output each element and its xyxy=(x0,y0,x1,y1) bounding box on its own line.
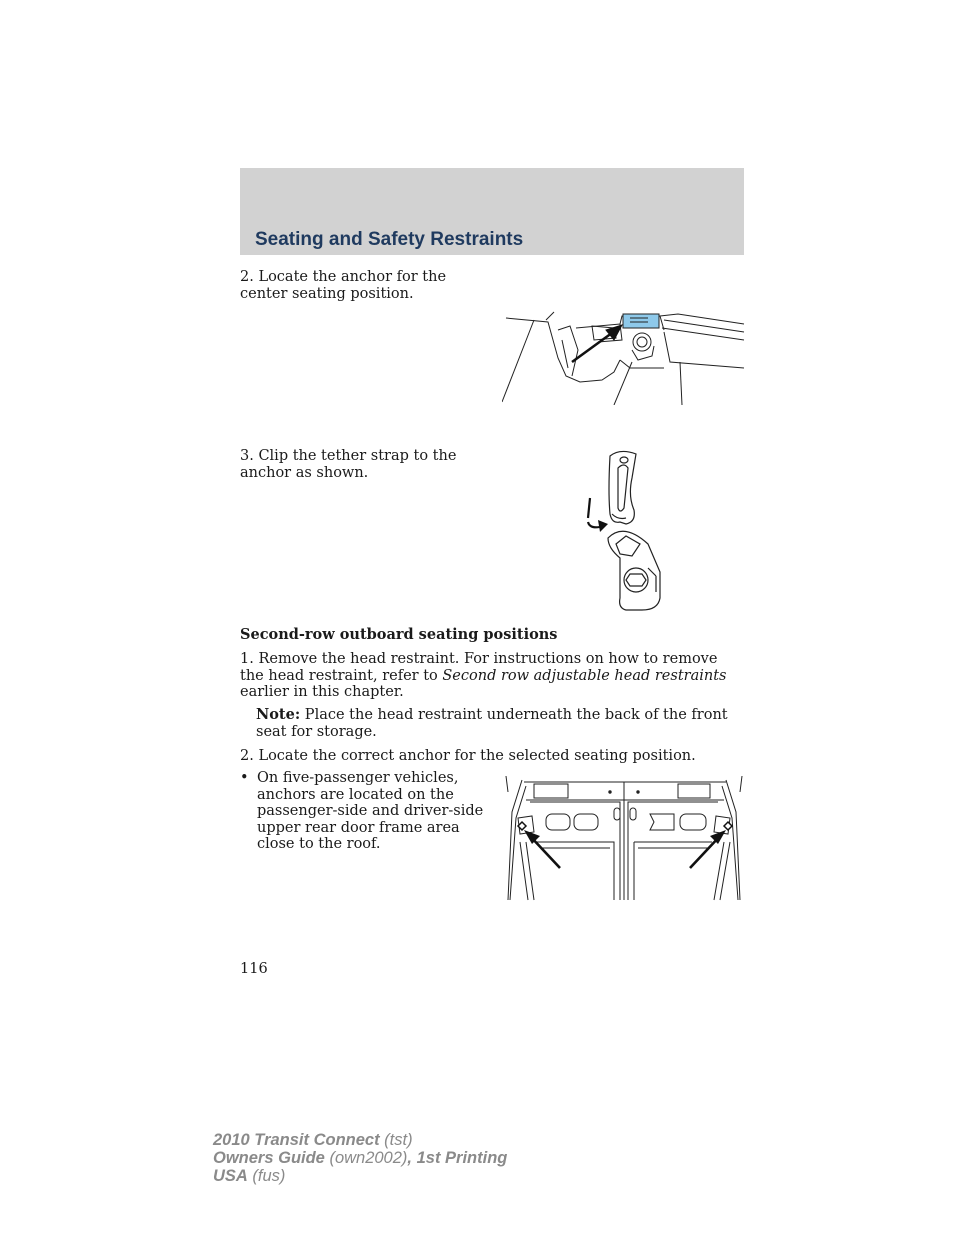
footer-market-code: (fus) xyxy=(247,1167,286,1185)
step-locate-correct-anchor: 2. Locate the correct anchor for the selected seating position. xyxy=(240,748,696,764)
note-paragraph xyxy=(256,707,734,740)
bullet-five-passenger: On five-passenger vehicles, anchors are located on the passenger-side and driver-side upper rear door frame area close to the roof. xyxy=(257,770,484,852)
footer-printing: , 1st Printing xyxy=(407,1149,508,1167)
cross-reference: Second row adjustable head restraints xyxy=(442,667,727,684)
footer-line-3 xyxy=(213,1167,507,1185)
step-locate-center-anchor: 2. Locate the anchor for the center seating position. xyxy=(240,269,447,302)
footer-guide-code: (own2002) xyxy=(324,1149,408,1167)
subsection-title: Second-row outboard seating positions xyxy=(240,626,558,643)
section-title: Seating and Safety Restraints xyxy=(255,229,524,250)
center-anchor-illustration xyxy=(502,310,746,405)
bullet-mark: • xyxy=(240,770,249,786)
step-clip-tether: 3. Clip the tether strap to the anchor as shown. xyxy=(240,448,457,481)
footer-line-2 xyxy=(213,1149,507,1167)
footer-model-code: (tst) xyxy=(379,1131,413,1149)
page-number: 116 xyxy=(240,961,268,977)
footer-print-info xyxy=(213,1131,507,1185)
rear-door-anchors-illustration xyxy=(504,772,746,902)
footer-model: 2010 Transit Connect xyxy=(213,1131,380,1149)
footer-line-1 xyxy=(213,1131,507,1149)
note-text: Place the head restraint underneath the back of the front seat for storage. xyxy=(256,707,728,740)
tether-clip-illustration xyxy=(578,448,668,614)
step-remove-text: 1. Remove the head restraint. For instructions on how to remove the head restraint, refer to xyxy=(240,651,718,684)
step-remove-text-end: earlier in this chapter. xyxy=(240,684,404,700)
step-remove-head-restraint xyxy=(240,651,730,701)
note-label: Note: xyxy=(256,706,301,723)
section-header-band xyxy=(240,168,744,255)
footer-guide: Owners Guide xyxy=(213,1149,325,1167)
footer-market: USA xyxy=(213,1167,248,1185)
